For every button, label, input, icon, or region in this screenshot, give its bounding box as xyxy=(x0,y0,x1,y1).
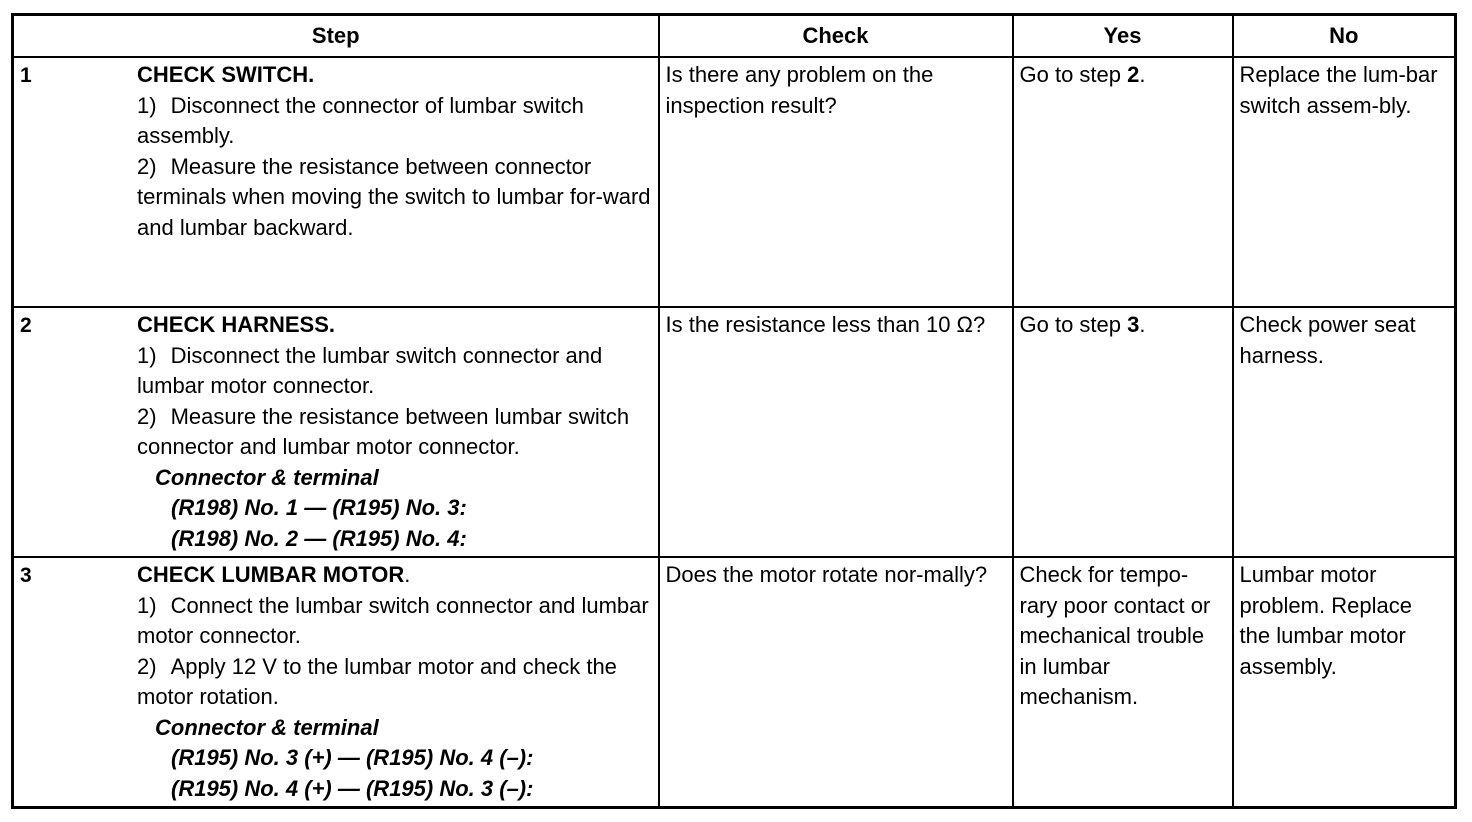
sub-step-text: Apply 12 V to the lumbar motor and check the motor rotation. xyxy=(137,653,617,709)
step-number: 1 xyxy=(20,64,32,87)
sub-step-text: Disconnect the connector of lumbar switch assembly. xyxy=(137,92,584,148)
check-cell xyxy=(659,557,1013,808)
check-text: Is the resistance less than 10 Ω? xyxy=(665,312,986,337)
sub-step-number: 2) xyxy=(137,653,157,679)
check-text: Does the motor rotate nor-mally? xyxy=(665,562,988,587)
step-cell xyxy=(13,57,659,307)
diagnostic-table xyxy=(11,13,1457,809)
connector-line: (R195) No. 3 (+) — (R195) No. 4 (–): xyxy=(171,745,534,770)
no-cell xyxy=(1233,307,1456,557)
sub-step-number: 2) xyxy=(137,403,157,429)
header-yes: Yes xyxy=(1013,15,1233,58)
connector-line: (R195) No. 4 (+) — (R195) No. 3 (–): xyxy=(171,775,534,801)
step-title-group xyxy=(137,562,410,587)
yes-text: Check for tempo-rary poor contact or mechanical trouble in lumbar mechanism. xyxy=(1019,562,1211,709)
no-text: Lumbar motor problem. Replace the lumbar motor assembly. xyxy=(1239,562,1412,679)
step-reference: 2 xyxy=(1127,62,1140,87)
step-title-suffix: . xyxy=(404,562,411,587)
header-step: Step xyxy=(13,15,659,58)
sub-step-number: 2) xyxy=(137,153,157,179)
step-number: 2 xyxy=(20,314,32,337)
sub-step xyxy=(137,591,652,652)
step-reference: 3 xyxy=(1127,312,1140,337)
check-text: Is there any problem on the inspection result? xyxy=(665,62,934,118)
table-row xyxy=(13,307,1456,557)
connector-heading: Connector & terminal xyxy=(155,714,379,740)
check-cell xyxy=(659,57,1013,307)
step-title: CHECK SWITCH. xyxy=(137,62,315,87)
sub-step-text: Disconnect the lumbar switch connector and lumbar motor connector. xyxy=(137,342,603,398)
yes-text: Go to step 2. xyxy=(1019,62,1146,87)
step-cell xyxy=(13,557,659,808)
connector-line: (R198) No. 1 — (R195) No. 3: xyxy=(171,495,467,520)
sub-step-text: Connect the lumbar switch connector and lumbar motor connector. xyxy=(137,592,649,648)
sub-step xyxy=(137,341,652,402)
table-row xyxy=(13,57,1456,307)
no-text: Replace the lum-bar switch assem-bly. xyxy=(1239,62,1438,118)
sub-step-text: Measure the resistance between lumbar switch connector and lumbar motor connector. xyxy=(137,403,630,459)
connector-line: (R198) No. 2 — (R195) No. 4: xyxy=(171,525,467,551)
sub-step-number: 1) xyxy=(137,592,157,618)
step-number: 3 xyxy=(20,564,32,587)
header-check: Check xyxy=(659,15,1013,58)
no-text: Check power seat harness. xyxy=(1239,312,1416,368)
header-no: No xyxy=(1233,15,1456,58)
yes-cell xyxy=(1013,57,1233,307)
step-cell xyxy=(13,307,659,557)
sub-step-number: 1) xyxy=(137,92,157,118)
yes-cell xyxy=(1013,557,1233,808)
connector-heading: Connector & terminal xyxy=(155,464,379,490)
yes-cell xyxy=(1013,307,1233,557)
header-row xyxy=(13,15,1456,58)
step-title: CHECK HARNESS. xyxy=(137,312,336,337)
no-cell xyxy=(1233,57,1456,307)
step-title: CHECK LUMBAR MOTOR xyxy=(137,562,405,587)
sub-step xyxy=(137,652,652,713)
sub-step-number: 1) xyxy=(137,342,157,368)
yes-text: Go to step 3. xyxy=(1019,312,1146,337)
sub-step xyxy=(137,152,652,244)
sub-step-text: Measure the resistance between connector terminals when moving the switch to lumbar for-ward and lumbar backward. xyxy=(137,153,651,240)
sub-step xyxy=(137,402,652,463)
no-cell xyxy=(1233,557,1456,808)
table-row xyxy=(13,557,1456,808)
check-cell xyxy=(659,307,1013,557)
sub-step xyxy=(137,91,652,152)
